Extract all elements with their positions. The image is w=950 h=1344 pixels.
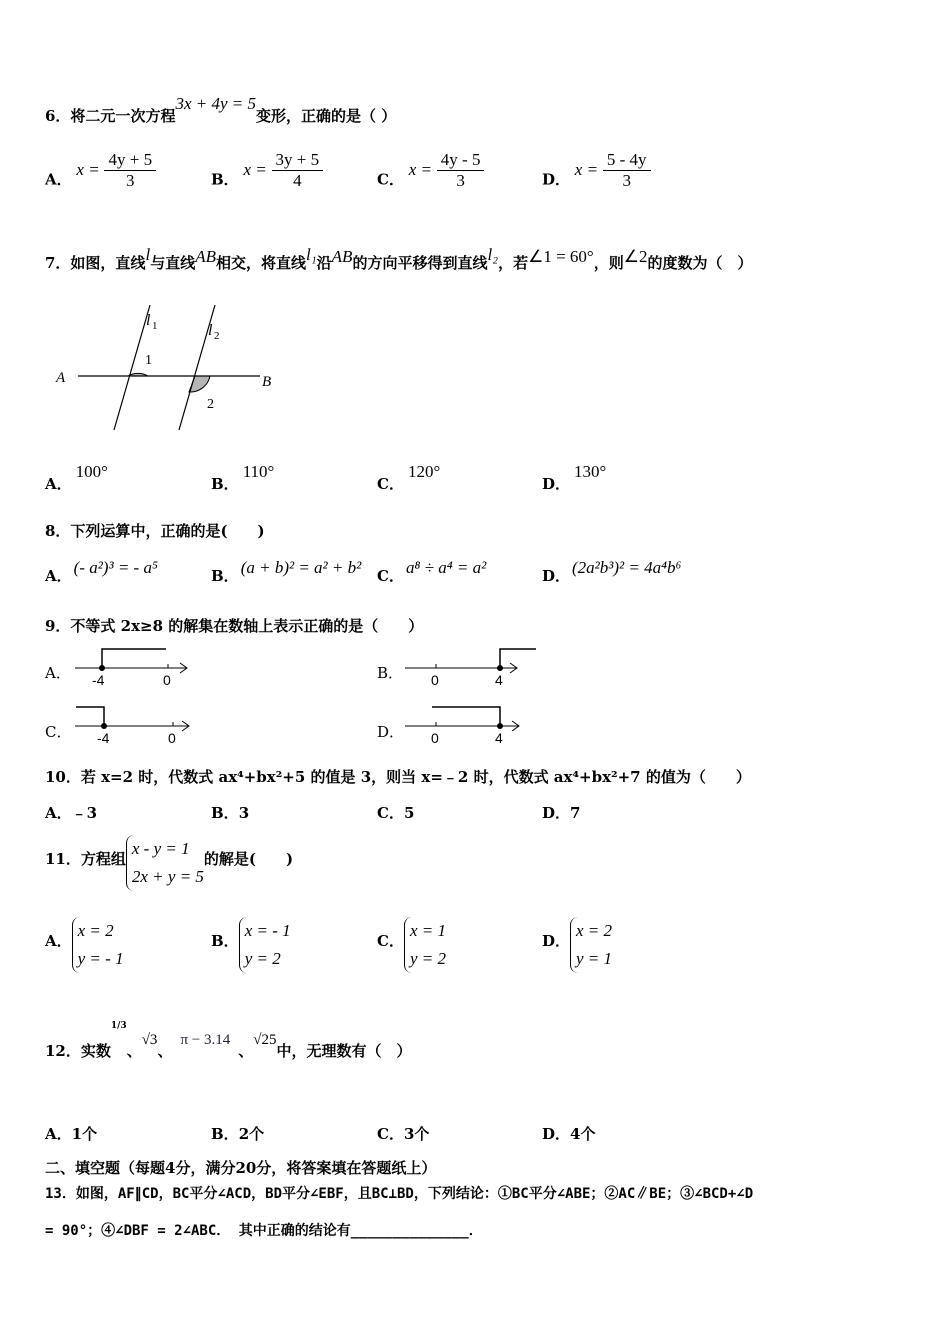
option-x: x = 2 <box>77 921 114 940</box>
q7-option-d[interactable] <box>542 462 607 494</box>
q7-text: ，则 <box>593 254 624 272</box>
section-2-heading: 二、填空题（每题4分，满分20分，将答案填在答题纸上） <box>45 1159 437 1177</box>
question-13-line-2: = 90°；④∠DBF = 2∠ABC． 其中正确的结论有______________． <box>45 1223 483 1239</box>
option-label: C． <box>377 475 404 493</box>
q11-option-c[interactable] <box>377 917 446 973</box>
q12-separator: 、 <box>126 1042 142 1060</box>
q7-option-b[interactable] <box>211 462 275 494</box>
q10-option-d[interactable] <box>542 802 580 823</box>
option-label: A． <box>45 804 72 822</box>
q9-option-b-label[interactable]: B． <box>377 664 404 682</box>
option-x: x = - 1 <box>244 921 291 940</box>
q11-system <box>126 835 204 891</box>
option-label: C． <box>377 804 404 822</box>
option-lhs: x = <box>243 159 267 179</box>
q12-option-c[interactable] <box>377 1123 429 1144</box>
option-label: D． <box>542 932 571 950</box>
q7-math: l <box>145 245 151 264</box>
option-lhs: x = <box>76 159 100 179</box>
q7-text: 沿 <box>316 254 332 272</box>
option-value: 5 <box>403 804 415 822</box>
q7-math: ∠1 = 60° <box>528 247 594 266</box>
q6-suffix: 变形，正确的是（ ） <box>256 107 397 125</box>
q12-option-b[interactable] <box>211 1123 264 1144</box>
fraction-numerator: 4y - 5 <box>437 150 485 171</box>
q6-equation: 3x + 4y = 5 <box>175 94 256 113</box>
tick-label: 0 <box>431 672 439 688</box>
q12-option-d[interactable] <box>542 1123 595 1144</box>
q12-number-3: π − 3.14 <box>180 1032 231 1048</box>
q12-prefix: 12．实数 <box>45 1042 111 1060</box>
fraction-denominator: 4 <box>293 171 302 190</box>
fraction-denominator: 3 <box>622 171 631 190</box>
option-lhs: x = <box>574 159 599 179</box>
option-value: 2个 <box>238 1125 265 1143</box>
q8-option-c[interactable] <box>377 558 487 586</box>
q11-equation-2: 2x + y = 5 <box>131 867 204 886</box>
option-label: C． <box>377 1125 404 1143</box>
question-10-stem: 10．若 x=2 时，代数式 ax⁴+bx²+5 的值是 3，则当 x=﹣2 时，代数式 ax⁴+bx²+7 的值为（ ） <box>45 768 751 786</box>
option-label: D． <box>542 170 571 189</box>
option-value: 120° <box>407 462 441 481</box>
fraction-numerator: 4y + 5 <box>104 150 156 171</box>
option-label: D． <box>542 567 571 585</box>
tick-label: 0 <box>168 730 176 746</box>
line-l1-subscript: 1 <box>152 320 158 332</box>
q6-option-b[interactable] <box>211 150 323 201</box>
option-value: 7 <box>570 804 581 822</box>
q7-text: 的度数为（ ） <box>647 254 753 272</box>
q7-math: ∠2 <box>623 247 648 266</box>
option-expression: (- a²)³ = - a⁵ <box>73 558 158 577</box>
option-value: ﹣3 <box>71 804 98 822</box>
point-a-label: A <box>56 370 66 386</box>
q7-figure <box>50 295 290 440</box>
question-8-stem: 8．下列运算中，正确的是( ) <box>45 522 265 540</box>
tick-label: -4 <box>92 672 105 688</box>
angle-2-label: 2 <box>207 397 214 412</box>
q9-option-c-label[interactable]: C． <box>45 723 72 741</box>
q7-math: AB <box>331 247 353 266</box>
option-label: B． <box>211 475 239 493</box>
option-y: y = 1 <box>576 949 613 968</box>
option-label: D． <box>542 475 571 493</box>
q12-separator: 、 <box>238 1042 254 1060</box>
q11-option-d[interactable] <box>542 917 612 973</box>
q10-option-b[interactable] <box>211 802 249 823</box>
q11-equation-1: x - y = 1 <box>131 839 190 858</box>
q9-option-d-label[interactable]: D． <box>377 723 405 741</box>
q7-option-a[interactable] <box>45 462 108 494</box>
option-label: C． <box>377 567 404 585</box>
option-x: x = 1 <box>409 921 446 940</box>
option-label: A． <box>45 567 72 585</box>
q7-text: 与直线 <box>150 254 196 272</box>
tick-label: 4 <box>495 672 503 688</box>
q7-math: l₁ <box>306 245 317 264</box>
q9-option-a-number-line[interactable] <box>70 645 200 690</box>
q9-option-d-number-line[interactable] <box>400 703 530 748</box>
tick-label: 4 <box>495 730 503 746</box>
tick-label: -4 <box>97 730 110 746</box>
q7-text: 相交，将直线 <box>215 254 306 272</box>
q9-option-a-label[interactable]: A． <box>45 664 71 682</box>
q6-option-d[interactable] <box>542 150 651 201</box>
option-x: x = 2 <box>576 921 613 940</box>
q11-suffix: 的解是( ) <box>203 850 294 868</box>
option-value: 130° <box>574 462 607 481</box>
option-label: A． <box>45 475 72 493</box>
line-l2-label: l <box>208 322 213 339</box>
option-y: y = 2 <box>409 949 446 968</box>
option-expression: a⁸ ÷ a⁴ = a² <box>405 558 487 577</box>
fraction-numerator: 3y + 5 <box>272 150 324 171</box>
fraction-denominator: 3 <box>126 171 135 190</box>
question-9-stem: 9．不等式 2x≥8 的解集在数轴上表示正确的是（ ） <box>45 617 424 635</box>
q12-option-a[interactable] <box>45 1123 97 1144</box>
q11-option-b[interactable] <box>211 917 291 973</box>
option-label: D． <box>542 804 571 822</box>
question-12-stem <box>45 1021 412 1061</box>
tick-label: 0 <box>431 730 439 746</box>
option-label: B． <box>211 170 239 189</box>
option-lhs: x = <box>408 159 433 179</box>
q12-number-4: √25 <box>253 1032 277 1048</box>
question-7-stem <box>45 245 753 273</box>
option-y: y = 2 <box>244 949 281 968</box>
option-value: 4个 <box>570 1125 596 1143</box>
question-6-stem <box>45 94 397 126</box>
q12-number-1: 1/3 <box>110 1021 127 1031</box>
line-l1-label: l <box>146 312 151 329</box>
q11-option-a[interactable] <box>45 917 124 973</box>
q7-text: 7．如图，直线 <box>45 254 146 272</box>
option-label: C． <box>377 170 404 189</box>
fraction-denominator: 3 <box>456 171 465 190</box>
q12-suffix: 中，无理数有（ ） <box>276 1042 412 1060</box>
option-label: B． <box>211 804 239 822</box>
q12-number-2: √3 <box>141 1032 158 1048</box>
option-label: A． <box>45 170 72 189</box>
q6-prefix: 6．将二元一次方程 <box>45 107 176 125</box>
option-label: B． <box>211 1125 239 1143</box>
option-label: A． <box>45 932 72 950</box>
q7-math: AB <box>195 247 216 266</box>
q10-option-a[interactable] <box>45 802 97 823</box>
option-label: D． <box>542 1125 571 1143</box>
option-y: y = - 1 <box>77 949 124 968</box>
option-label: B． <box>211 567 239 585</box>
q7-math: l₂ <box>487 245 499 264</box>
angle-1-label: 1 <box>145 353 152 368</box>
q7-text: 的方向平移得到直线 <box>352 254 488 272</box>
option-label: B． <box>211 932 239 950</box>
q9-option-c-number-line[interactable] <box>70 703 200 748</box>
tick-label: 0 <box>163 672 171 688</box>
option-value: 110° <box>242 462 275 481</box>
q8-option-d[interactable] <box>542 558 682 586</box>
option-value: 3个 <box>403 1125 430 1143</box>
option-label: A． <box>45 1125 72 1143</box>
q6-option-c[interactable] <box>377 150 484 201</box>
q11-prefix: 11．方程组 <box>45 850 126 868</box>
option-value: 1个 <box>71 1125 98 1143</box>
option-label: C． <box>377 932 404 950</box>
question-11-stem <box>45 835 293 891</box>
option-expression: (2a²b³)² = 4a⁴b⁶ <box>572 558 682 577</box>
q6-option-a[interactable] <box>45 150 156 201</box>
q7-text: ，若 <box>498 254 529 272</box>
q8-option-a[interactable] <box>45 558 158 586</box>
option-value: 100° <box>75 462 108 481</box>
q8-option-b[interactable] <box>211 558 362 586</box>
q10-option-c[interactable] <box>377 802 414 823</box>
q7-option-c[interactable] <box>377 462 441 494</box>
question-13-line-1: 13．如图，AF∥CD，BC平分∠ACD，BD平分∠EBF，且BC⊥BD，下列结论：①BC平分∠ABE；②AC∥BE；③∠BCD+∠D <box>45 1186 754 1202</box>
option-expression: (a + b)² = a² + b² <box>240 558 362 577</box>
fraction-numerator: 5 - 4y <box>603 150 651 171</box>
line-l2-subscript: 2 <box>214 330 220 342</box>
option-value: 3 <box>238 804 250 822</box>
q12-separator: 、 <box>157 1042 173 1060</box>
q9-option-b-number-line[interactable] <box>400 645 540 690</box>
point-b-label: B <box>262 374 272 390</box>
